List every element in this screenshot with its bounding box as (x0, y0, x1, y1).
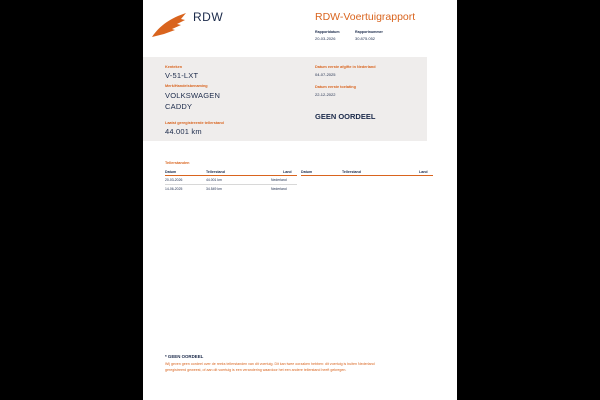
report-page (143, 0, 457, 400)
first-admission-value: 22-12-2022 (315, 92, 336, 97)
report-number: 30.875.052 (355, 36, 376, 41)
table-rule-left (165, 175, 297, 176)
plate-label: Kenteken (165, 65, 183, 69)
verdict: GEEN OORDEEL (315, 112, 376, 121)
odometer-history-title: Tellerstanden (165, 161, 190, 165)
plate-value: V-51-LXT (165, 71, 199, 80)
table-row-2-date: 14-06-2025 (165, 187, 183, 191)
table-rule-right (301, 175, 433, 176)
first-nl-value: 04-07-2025 (315, 72, 336, 77)
col-date-header: Datum (165, 170, 177, 174)
col-reading-header: Tellerstand (206, 170, 225, 174)
col-reading-header-right: Tellerstand (342, 170, 361, 174)
table-row-1-date: 20-03-2026 (165, 178, 183, 182)
note-text: Wij geven geen oordeel over de reeks tellerstanden van dit voertuig. Dit kan twee oorzaken hebben: dit voertuig is buiten Nederland geregistreerd geweest, of aan dit voertuig is een verandering waardoor het een andere tellerstand heeft gekregen. (165, 362, 375, 372)
table-row-1-country: Nederland (271, 178, 287, 182)
model-value: CADDY (165, 102, 193, 111)
table-row-2-country: Nederland (271, 187, 287, 191)
note-title: * GEEN OORDEEL (165, 354, 204, 359)
rdw-logo-icon (151, 10, 187, 38)
brand-name: RDW (193, 10, 224, 24)
col-date-header-right: Datum (301, 170, 313, 174)
col-country-header-right: Land (419, 170, 428, 174)
report-date-label: Rapportdatum (315, 30, 340, 34)
report-date: 20-03-2026 (315, 36, 336, 41)
make-label: Merk/Handelsbenaming (165, 84, 208, 88)
odometer-value: 44.001 km (165, 127, 202, 136)
first-nl-label: Datum eerste afgifte in Nederland (315, 65, 376, 69)
col-country-header: Land (283, 170, 292, 174)
report-title: RDW-Voertuigrapport (315, 11, 416, 23)
odometer-label: Laatst geregistreerde tellerstand (165, 121, 224, 125)
report-number-label: Rapportnummer (355, 30, 383, 34)
make-value: VOLKSWAGEN (165, 91, 221, 100)
first-admission-label: Datum eerste toelating (315, 85, 356, 89)
table-row-2-reading: 34.549 km (206, 187, 222, 191)
table-row-1-reading: 44.001 km (206, 178, 222, 182)
